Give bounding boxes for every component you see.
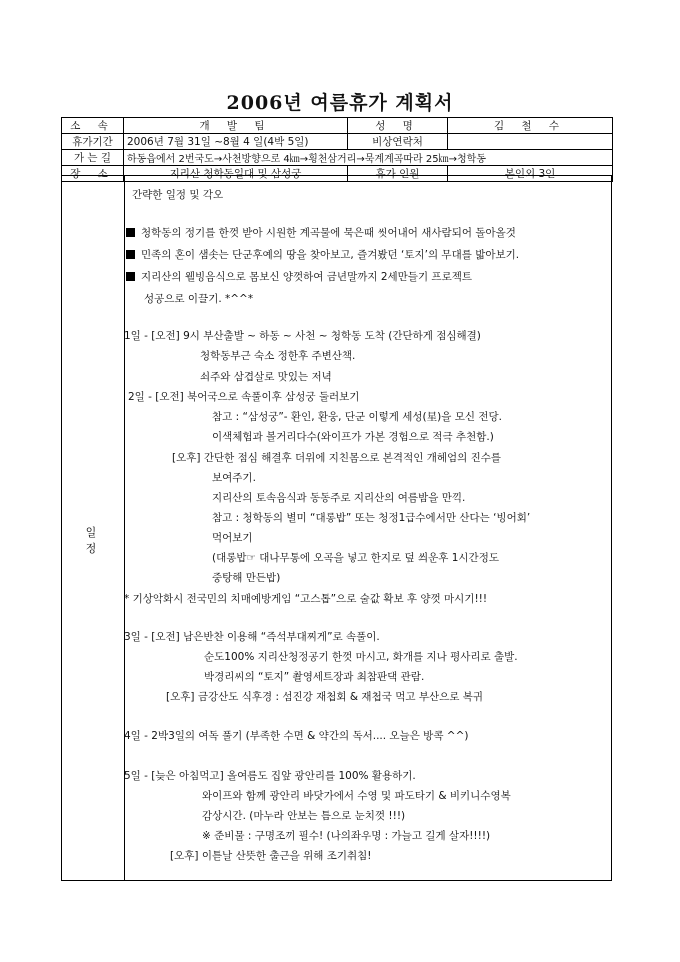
- value-name: 김 철 수: [448, 118, 613, 134]
- schedule-content: [124, 176, 611, 880]
- day4-line: 4일 - 2박3일의 여독 풀기 (부족한 수면 & 약간의 독서.... 오늘은 방콕 ^^): [124, 730, 469, 742]
- label-place: 장 소: [62, 166, 124, 182]
- day2-line: 보여주기.: [212, 472, 256, 484]
- day2-line: 중탕해 만든밥): [212, 572, 281, 584]
- day5-line: 감상시간. (마누라 안보는 틈으로 눈치껏 !!!): [202, 810, 406, 822]
- day5-line: 5일 - [늦은 아침먹고] 올여름도 집앞 광안리를 100% 활용하기.: [124, 770, 416, 782]
- document-title: 2006년 여름휴가 계획서: [226, 92, 454, 114]
- day2-line: (대롱밥☞ 대나무통에 오곡을 넣고 한지로 덮 씌운후 1시간정도: [212, 552, 499, 564]
- label-headcount: 휴가 인원: [348, 166, 448, 182]
- label-emergency-contact: 비상연락처: [348, 134, 448, 150]
- day2-line: 참고 : 청학동의 별미 “대롱밥” 또는 청정1급수에서만 산다는 ‘빙어회’: [212, 512, 531, 524]
- row-department: [62, 118, 613, 134]
- day2-line: 지리산의 토속음식과 동동주로 지리산의 여름밤을 만끽.: [212, 492, 466, 504]
- day2-line: 이색체험과 볼거리다수(와이프가 가본 경험으로 적극 추천함.): [212, 431, 494, 443]
- goal-item-cont: 성공으로 이끌기. *^^*: [144, 293, 254, 305]
- day5-line: ※ 준비물 : 구명조끼 필수! (나의좌우명 : 가늘고 길게 살자!!!!): [202, 830, 491, 842]
- bullet-icon: [126, 272, 135, 281]
- label-route: 가 는 길: [62, 150, 124, 166]
- value-headcount: 본인외 3인: [448, 166, 613, 182]
- day5-line: 와이프와 함께 광안리 바닷가에서 수영 및 파도타기 & 비키니수영복: [202, 790, 511, 802]
- value-department: 개 발 팀: [124, 118, 348, 134]
- day1-line: 1일 - [오전] 9시 부산출발 ~ 하동 ~ 사천 ~ 청학동 도착 (간단하게 점심해결): [124, 330, 481, 342]
- day2-line: [오후] 간단한 점심 해결후 더위에 지친몸으로 본격적인 개헤엄의 진수를: [172, 452, 502, 464]
- day3-line: 박경리씨의 “토지” 촬영세트장과 최참판댁 관람.: [204, 671, 425, 683]
- schedule-label-cell: [62, 176, 125, 880]
- label-name: 성 명: [348, 118, 448, 134]
- day2-line: 먹어보기: [212, 532, 253, 544]
- bullet-icon: [126, 250, 135, 259]
- goal-item: 민족의 혼이 샘솟는 단군후예의 땅을 찾아보고, 즐겨봤던 ‘토지’의 무대를 밟아보기.: [126, 248, 519, 262]
- day2-line: 참고 : “삼성궁”- 환인, 환웅, 단군 이렇게 세성(星)을 모신 전당.: [212, 411, 502, 423]
- goal-item: 청학동의 정기를 한껏 받아 시원한 계곡물에 묵은때 씻어내어 새사람되어 돌아올것: [126, 226, 516, 240]
- day2-note: * 기상악화시 전국민의 치매예방게임 “고스톱”으로 술값 확보 후 양껏 마시기!!!: [124, 593, 488, 605]
- value-period: 2006년 7월 31일 ~8월 4 일(4박 5일): [124, 134, 348, 150]
- day3-line: 순도100% 지리산청정공기 한껏 마시고, 화개를 지나 평사리로 출발.: [204, 651, 518, 663]
- schedule-section: [61, 175, 612, 881]
- label-period: 휴가기간: [62, 134, 124, 150]
- schedule-label: 일 정: [85, 526, 111, 555]
- day2-line: 2일 - [오전] 북어국으로 속풀이후 삼성궁 둘러보기: [128, 391, 360, 403]
- day1-line: 쇠주와 삼겹살로 맛있는 저녁: [200, 371, 332, 383]
- goal-item: 지리산의 웰빙음식으로 몸보신 양껏하여 금년말까지 2세만들기 프로젝트: [126, 270, 472, 284]
- bullet-icon: [126, 228, 135, 237]
- label-department: 소 속: [62, 118, 124, 134]
- day5-line: [오후] 이튿날 산뜻한 출근을 위해 조기취침!: [170, 850, 372, 862]
- intro-line: 간략한 일정 및 각오: [132, 189, 224, 201]
- row-period: [62, 134, 613, 150]
- info-table: [61, 117, 613, 182]
- day1-line: 청학동부근 숙소 정한후 주변산책.: [200, 350, 356, 362]
- value-route: 하동읍에서 2번국도→사천방향으로 4㎞→횡천삼거리→묵계계곡따라 25㎞→청학동: [124, 150, 613, 166]
- value-emergency-contact: [448, 134, 613, 150]
- value-place: 지리산 청학동일대 및 삼성궁: [124, 166, 348, 182]
- day3-line: [오후] 금강산도 식후경 : 섬진강 재첩회 & 재첩국 먹고 부산으로 복귀: [166, 691, 484, 703]
- day3-line: 3일 - [오전] 남은반찬 이용해 “즉석부대찌게”로 속풀이.: [124, 631, 380, 643]
- row-route: [62, 150, 613, 166]
